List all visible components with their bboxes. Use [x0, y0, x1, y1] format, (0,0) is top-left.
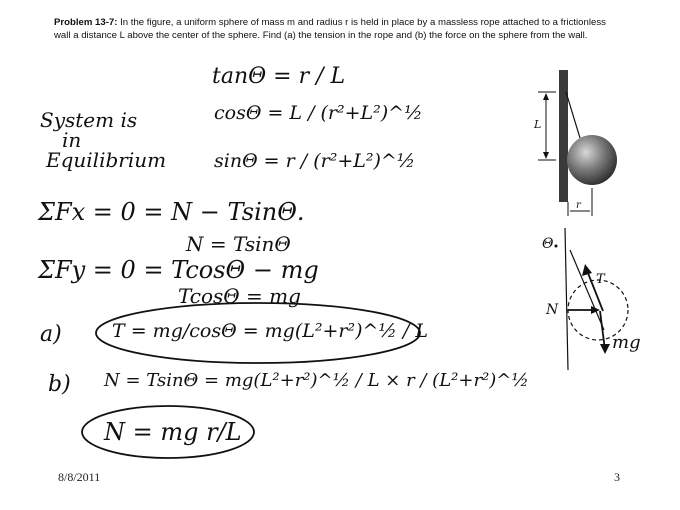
- footer-date: 8/8/2011: [58, 470, 101, 484]
- part-a-label: a): [40, 322, 62, 347]
- part-b-label: b): [48, 372, 71, 397]
- label-L: L: [534, 118, 542, 131]
- system-note-line3: Equilibrium: [46, 148, 167, 172]
- problem-text: In the figure, a uniform sphere of mass m and radius r is held in place by a massless rope attached to a frictionless wall a distance L above the center of the sphere. Find (a) the tension in the rope and (b) the force on the sphere from the wall.: [54, 17, 606, 41]
- sphere: [567, 135, 617, 185]
- system-note-line2: in: [62, 128, 82, 152]
- system-note-line1: System is: [40, 108, 138, 132]
- sum-fy-equation: ΣFy = 0 = TcosΘ − mg: [38, 256, 319, 284]
- part-a-equation: T = mg/cosΘ = mg(L²+r²)^½ / L: [112, 320, 428, 342]
- part-b-equation: N = TsinΘ = mg(L²+r²)^½ / L × r / (L²+r²)^½: [104, 370, 529, 391]
- sin-equation: sinΘ = r / (r²+L²)^½: [214, 150, 416, 172]
- final-n-equation: N = mg r/L: [104, 418, 242, 446]
- sum-fx-equation: ΣFx = 0 = N − TsinΘ.: [38, 198, 305, 226]
- label-r: r: [576, 200, 581, 211]
- label-T: T: [596, 272, 605, 287]
- n-equation: N = TsinΘ: [186, 232, 291, 256]
- rope: [566, 92, 580, 138]
- tan-equation: tanΘ = r / L: [212, 64, 346, 89]
- page-number: 3: [614, 470, 620, 484]
- cos-equation: cosΘ = L / (r²+L²)^½: [214, 102, 423, 124]
- part-a-circle: [96, 303, 420, 363]
- wall: [559, 70, 568, 202]
- label-mg: mg: [612, 332, 641, 353]
- label-N: N: [546, 302, 559, 318]
- problem-label: Problem 13-7:: [54, 17, 118, 28]
- final-answer-circle: [82, 406, 254, 458]
- tcos-equation: TcosΘ = mg: [178, 284, 301, 308]
- label-theta: Θ: [542, 236, 554, 252]
